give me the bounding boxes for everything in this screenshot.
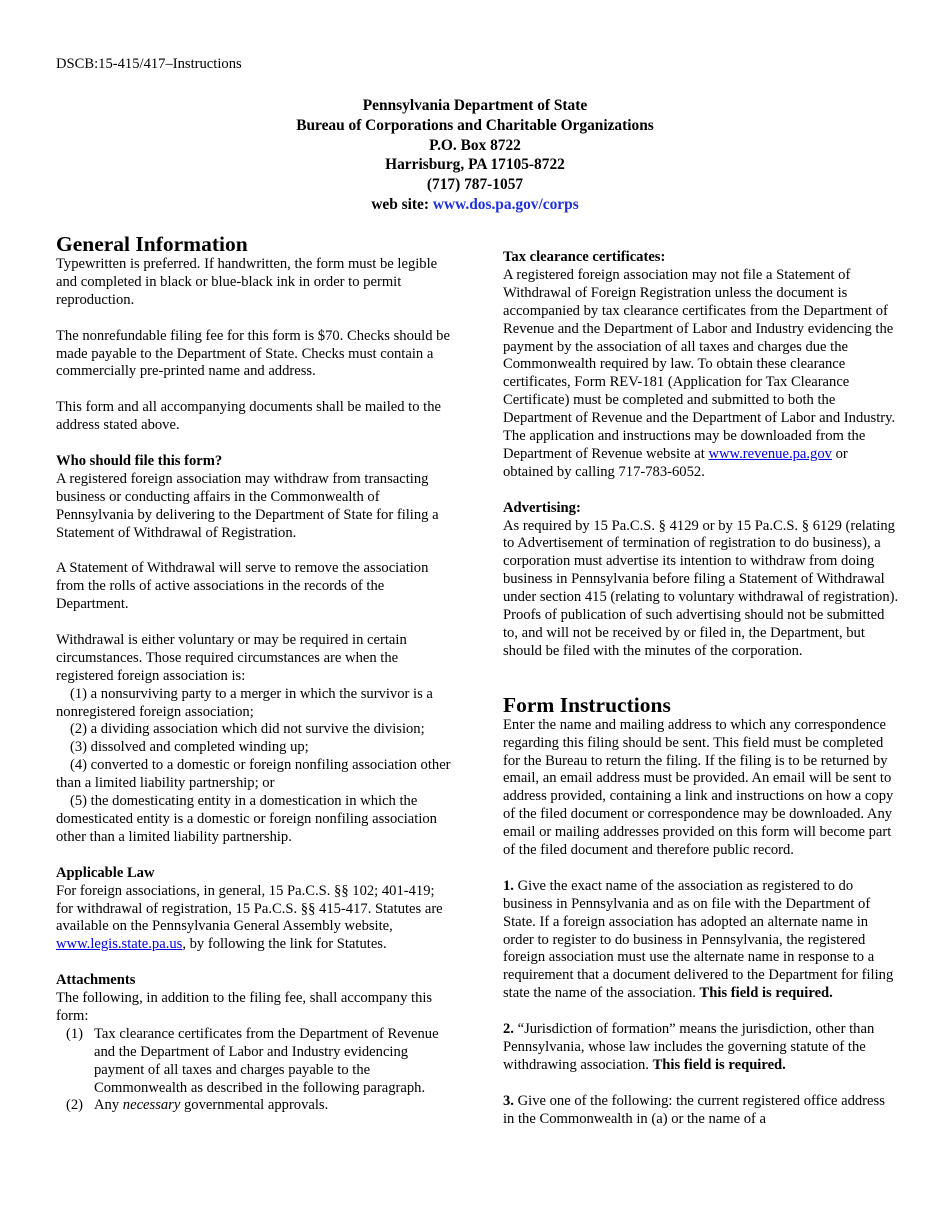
- who-p3: Withdrawal is either voluntary or may be required in certain circumstances. Those required circumstances are when the registered foreign association is:: [56, 631, 407, 684]
- general-info-title: General Information: [56, 232, 248, 256]
- legis-link[interactable]: www.legis.state.pa.us: [56, 936, 183, 953]
- website-label: web site:: [371, 195, 433, 213]
- advertising-title: Advertising:: [503, 499, 581, 516]
- header-website: [0, 195, 950, 215]
- law-title: Applicable Law: [56, 864, 155, 881]
- law-text: For foreign associations, in general, 15 Pa.C.S. §§ 102; 401-419; for withdrawal of registration, 15 Pa.C.S. §§ 415-417. Statutes are available on the Pennsylvania General Assembly website, www.legis.state.pa.us, by following the link for Statutes.: [56, 882, 443, 953]
- tax-title: Tax clearance certificates:: [503, 249, 666, 265]
- header-line-3: P.O. Box 8722: [429, 136, 521, 154]
- instruction-item-2: 2. “Jurisdiction of formation” means the jurisdiction, other than Pennsylvania, whose law includes the governing statute of the withdrawing association. This field is required.: [503, 1021, 875, 1073]
- right-column: [503, 249, 899, 1129]
- form-id: DSCB:15-415/417–Instructions: [56, 56, 242, 72]
- circumstance-item: (2) a dividing association which did not survive the division;: [70, 721, 425, 738]
- general-p2: The nonrefundable filing fee for this form is $70. Checks should be made payable to the Department of State. Checks must contain a commercially pre-printed name and address.: [56, 327, 450, 380]
- advertising-text: As required by 15 Pa.C.S. § 4129 or by 15 Pa.C.S. § 6129 (relating to Advertisement of termination of registration to do business), a corporation must advertise its intention to withdraw from doing business in Pennsylvania before filing a Statement of Withdrawal under section 415 (relating to voluntary withdrawal of registration). Proofs of publication of such advertising should not be submitted to, and will not be received by or filed in, the Department, but should be filed with the minutes of the corporation.: [503, 517, 899, 659]
- attachment-item: (2) Any necessary governmental approvals.: [66, 1097, 329, 1114]
- tax-text: A registered foreign association may not file a Statement of Withdrawal of Foreign Registration unless the document is accompanied by tax clearance certificates from the Department of Revenue and the Department of Labor and Industry evidencing the payment by the association of all taxes and charges due the Commonwealth required by law. To obtain these clearance certificates, Form REV-181 (Application for Tax Clearance Certificate) must be completed and submitted to both the Department of Revenue and the Department of Labor and Industry. The application and instructions may be downloaded from the Department of Revenue website at www.revenue.pa.gov or obtained by calling 717-783-6052.: [503, 266, 896, 480]
- attachments-title: Attachments: [56, 972, 136, 989]
- header-line-1: Pennsylvania Department of State: [362, 97, 588, 114]
- who-p2: A Statement of Withdrawal will serve to remove the association from the rolls of active associations in the records of the Department.: [56, 560, 429, 613]
- general-p3: This form and all accompanying documents shall be mailed to the address stated above.: [56, 399, 442, 434]
- website-link[interactable]: www.dos.pa.gov/corps: [432, 195, 579, 213]
- general-p1: Typewritten is preferred. If handwritten, the form must be legible and completed in black or blue-black ink in order to permit reproduction.: [56, 256, 438, 308]
- form-p1: Enter the name and mailing address to which any correspondence regarding this filing should be sent. This field must be completed for the Bureau to return the filing. If the filing is to be returned by email, an email address must be provided. An email will be sent to address provided, containing a link and instructions on how a copy of the filed document or correspondence may be downloaded. Any email or mailing addresses provided on this form will become part of the filed document and therefore public record.: [503, 716, 894, 859]
- circumstance-item: (5) the domesticating entity in a domestication in which the domesticated entity is a domestic or foreign nonfiling association other than a limited liability partnership.: [56, 793, 437, 845]
- header-line-5: (717) 787-1057: [426, 176, 524, 194]
- attachments-list: [56, 1026, 451, 1116]
- attachments-intro: The following, in addition to the filing fee, shall accompany this form:: [56, 990, 433, 1024]
- agency-header: [0, 96, 950, 215]
- instruction-item-3: 3. Give one of the following: the current registered office address in the Commonwealth in (a) or the name of a: [503, 1092, 885, 1127]
- form-instructions-title: Form Instructions: [503, 692, 671, 717]
- left-column: [56, 232, 451, 1115]
- instruction-item-1: 1. Give the exact name of the association as registered to do business in Pennsylvania and as on file with the Department of State. If a foreign association has adopted an alternate name in order to register to do business in Pennsylvania, the registered foreign association must use the alternate name in response to a requirement that a document delivered to the Department for filing state the name of the association. This field is required.: [503, 877, 894, 1002]
- circumstance-item: (3) dissolved and completed winding up;: [70, 739, 309, 756]
- circumstance-item: (1) a nonsurviving party to a merger in which the survivor is a nonregistered foreign association;: [56, 685, 433, 720]
- who-title: Who should file this form?: [56, 452, 223, 469]
- circumstance-item: (4) converted to a domestic or foreign nonfiling association other than a limited liability partnership; or: [56, 757, 451, 792]
- who-p1: A registered foreign association may withdraw from transacting business or conducting affairs in the Commonwealth of Pennsylvania by delivering to the Department of State for filing a Statement of Withdrawal of Registration.: [56, 470, 439, 541]
- header-line-2: Bureau of Corporations and Charitable Organizations: [296, 116, 654, 134]
- header-line-4: Harrisburg, PA 17105-8722: [385, 156, 565, 174]
- attachment-item: (1) Tax clearance certificates from the Department of Revenue and the Department of Labor and Industry evidencing payment of all taxes and charges payable to the Commonwealth as described in the following paragraph.: [66, 1025, 439, 1096]
- revenue-link[interactable]: www.revenue.pa.gov: [708, 445, 832, 462]
